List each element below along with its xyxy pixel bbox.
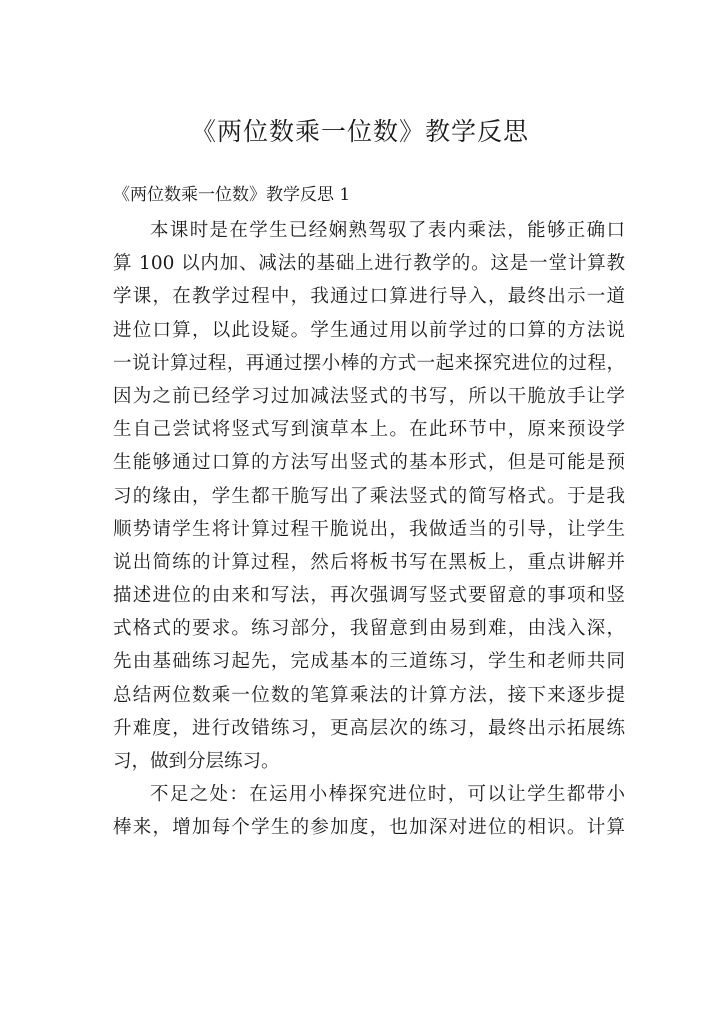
paragraph-line: 生能够通过口算的方法写出竖式的基本形式，但是可能是预 — [113, 452, 625, 474]
paragraph-line: 棒来，增加每个学生的参加度，也加深对进位的相识。计算 — [113, 817, 625, 839]
body-text — [113, 214, 625, 845]
paragraph-line: 本课时是在学生已经娴熟驾驭了表内乘法，能够正确口 — [150, 220, 625, 241]
paragraph-line: 顺势请学生将计算过程干脆说出，我做适当的引导，让学生 — [113, 518, 625, 540]
paragraph-line: 升难度，进行改错练习，更高层次的练习，最终出示拓展练 — [113, 717, 625, 739]
paragraph-line: 不足之处：在运用小棒探究进位时，可以让学生都带小 — [150, 784, 625, 806]
section-heading: 《两位数乘一位数》教学反思 1 — [113, 185, 351, 205]
paragraph-line: 描述进位的由来和写法，再次强调写竖式要留意的事项和竖 — [113, 585, 625, 607]
paragraph-line: 式格式的要求。练习部分，我留意到由易到难，由浅入深， — [113, 618, 625, 640]
paragraph-line: 学课，在教学过程中，我通过口算进行导入，最终出示一道 — [113, 286, 625, 308]
paragraph-line: 因为之前已经学习过加减法竖式的书写，所以干脆放手让学 — [113, 385, 625, 407]
paragraph-line: 先由基础练习起先，完成基本的三道练习，学生和老师共同 — [113, 651, 625, 673]
paragraph-line: 习的缘由，学生都干脆写出了乘法竖式的简写格式。于是我 — [113, 485, 625, 507]
paragraph-line: 生自己尝试将竖式写到演草本上。在此环节中，原来预设学 — [113, 419, 625, 441]
document-title: 《两位数乘一位数》教学反思 — [190, 117, 529, 146]
paragraph-line: 算 100 以内加、减法的基础上进行教学的。这是一堂计算教 — [113, 253, 625, 275]
paragraph-line: 一说计算过程，再通过摆小棒的方式一起来探究进位的过程， — [113, 352, 625, 374]
paragraph-line: 进位口算，以此设疑。学生通过用以前学过的口算的方法说 — [113, 319, 625, 341]
paragraph-line: 习，做到分层练习。 — [113, 751, 280, 772]
paragraph-line: 说出简练的计算过程，然后将板书写在黑板上，重点讲解并 — [113, 551, 625, 573]
paragraph-line: 总结两位数乘一位数的笔算乘法的计算方法，接下来逐步提 — [113, 684, 625, 706]
